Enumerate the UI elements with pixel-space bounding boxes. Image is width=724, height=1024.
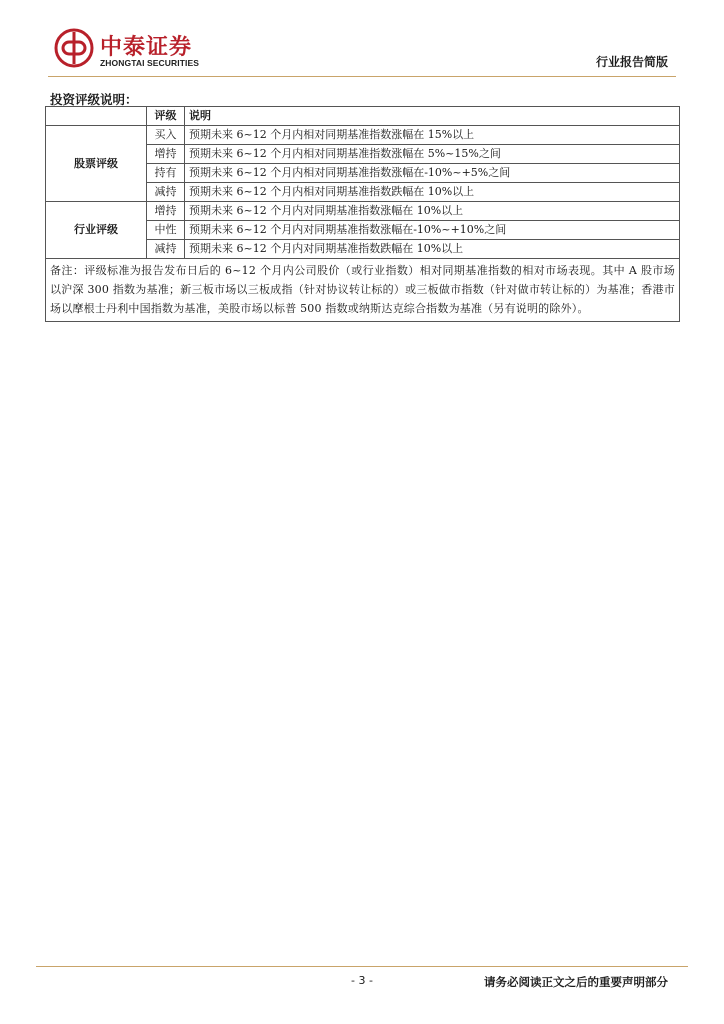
rating-desc: 预期未来 6~12 个月内相对同期基准指数涨幅在 5%~15%之间 — [185, 145, 680, 164]
page-header — [0, 0, 724, 90]
logo-english-name: ZHONGTAI SECURITIES — [100, 58, 200, 68]
remark-row — [46, 259, 680, 322]
table-row — [46, 126, 680, 145]
rating-level: 增持 — [147, 202, 185, 221]
rating-desc: 预期未来 6~12 个月内对同期基准指数涨幅在 10%以上 — [185, 202, 680, 221]
category-stock-rating: 股票评级 — [46, 126, 147, 202]
rating-level: 减持 — [147, 183, 185, 202]
rating-level: 买入 — [147, 126, 185, 145]
header-desc: 说明 — [185, 107, 680, 126]
header-divider — [48, 76, 676, 77]
rating-level: 中性 — [147, 221, 185, 240]
footer-disclaimer: 请务必阅读正文之后的重要声明部分 — [484, 975, 668, 989]
logo-chinese-name: 中泰证券 — [100, 35, 193, 60]
section-title: 投资评级说明： — [50, 92, 138, 107]
company-logo — [54, 28, 224, 72]
remark-text: 备注：评级标准为报告发布日后的 6~12 个月内公司股价（或行业指数）相对同期基准指数的相对市场表现。其中 A 股市场以沪深 300 指数为基准；新三板市场以三板成指（针对协议转让标的）或三板做市指数（针对做市转让标的）为基准；香港市场以摩根士丹利中国指数为基准，美股市场以标普 500 指数或纳斯达克综合指数为基准（另有说明的除外）。 — [46, 259, 680, 322]
footer-divider — [36, 966, 688, 967]
page-number: - 3 - — [351, 974, 373, 987]
rating-level: 减持 — [147, 240, 185, 259]
rating-level: 持有 — [147, 164, 185, 183]
rating-table — [45, 106, 680, 322]
rating-desc: 预期未来 6~12 个月内对同期基准指数跌幅在 10%以上 — [185, 240, 680, 259]
rating-desc: 预期未来 6~12 个月内对同期基准指数涨幅在-10%~+10%之间 — [185, 221, 680, 240]
rating-desc: 预期未来 6~12 个月内相对同期基准指数涨幅在-10%~+5%之间 — [185, 164, 680, 183]
rating-desc: 预期未来 6~12 个月内相对同期基准指数涨幅在 15%以上 — [185, 126, 680, 145]
rating-level: 增持 — [147, 145, 185, 164]
category-industry-rating: 行业评级 — [46, 202, 147, 259]
header-level: 评级 — [147, 107, 185, 126]
rating-desc: 预期未来 6~12 个月内相对同期基准指数跌幅在 10%以上 — [185, 183, 680, 202]
document-type: 行业报告简版 — [595, 55, 668, 69]
table-row — [46, 202, 680, 221]
zhongtai-logo-icon — [54, 28, 94, 68]
table-header-row — [46, 107, 680, 126]
header-empty-cell — [46, 107, 147, 126]
